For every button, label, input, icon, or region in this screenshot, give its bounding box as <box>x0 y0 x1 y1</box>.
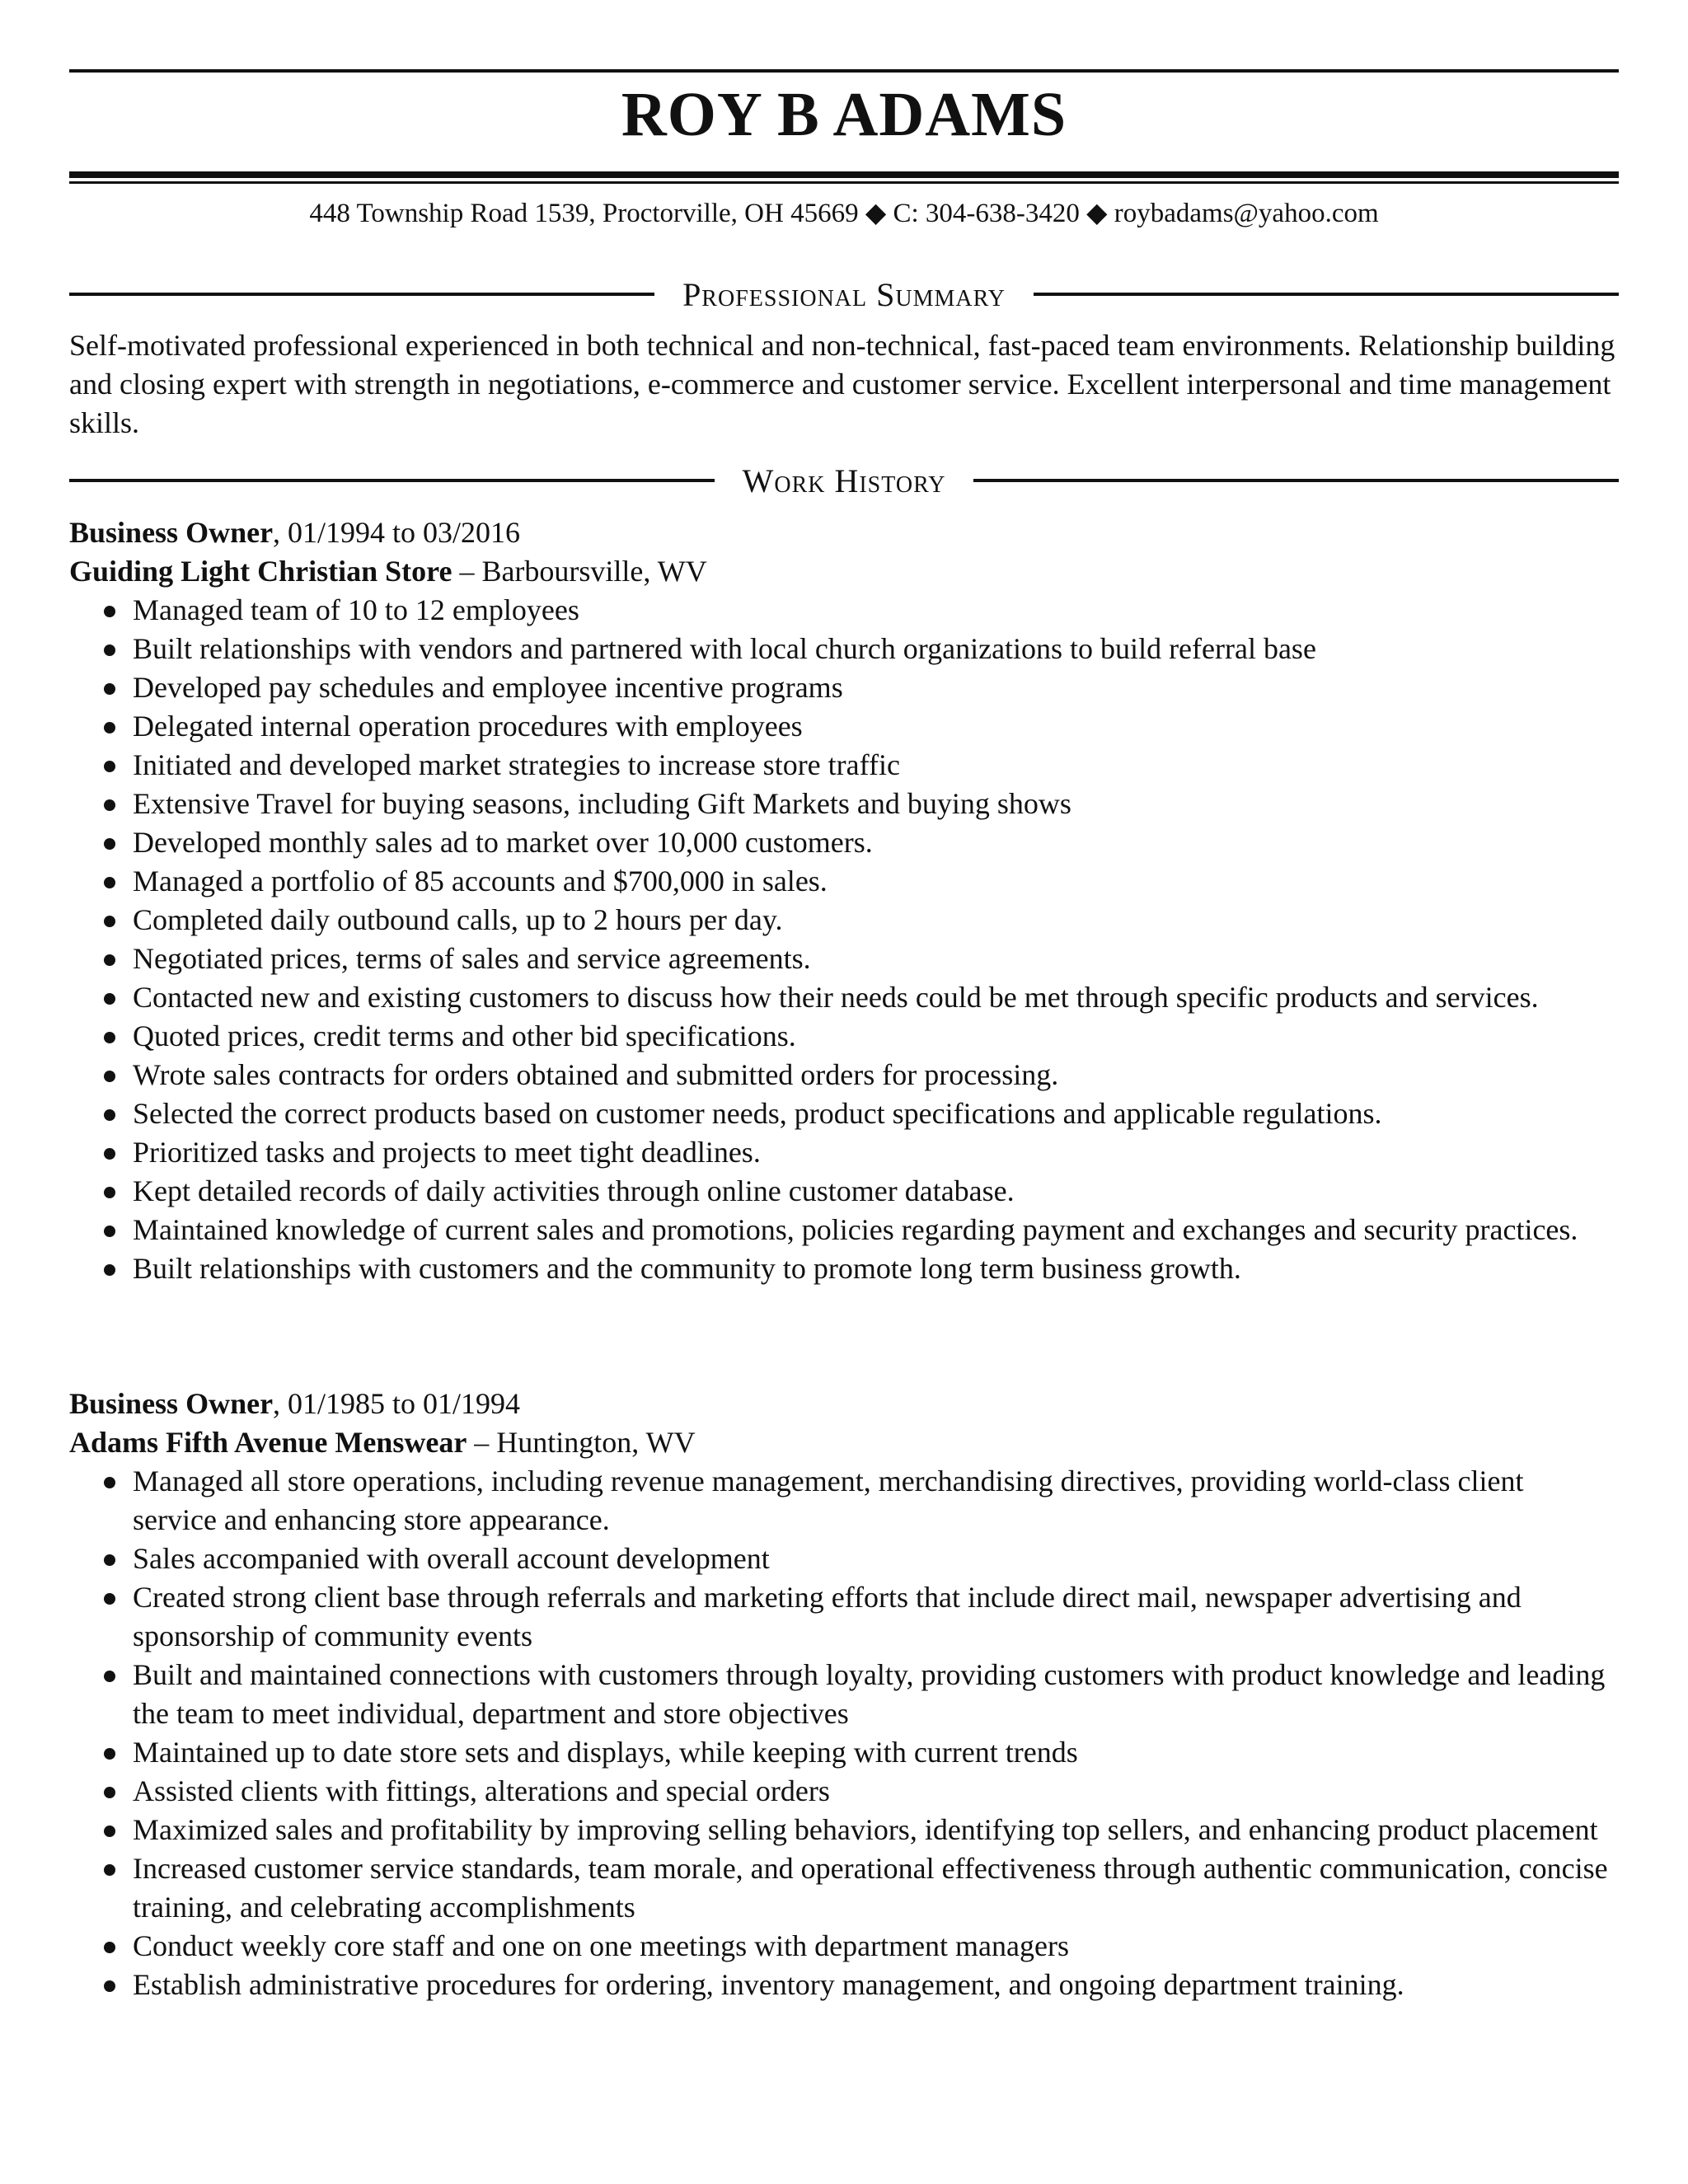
job-dates: , 01/1994 to 03/2016 <box>273 516 521 549</box>
bullet-dot <box>104 1109 115 1121</box>
job-title-line <box>69 513 1619 552</box>
summary-header-rule-left <box>69 293 654 296</box>
bullet-dot <box>104 1942 115 1953</box>
bullet-item <box>69 746 1619 785</box>
bullet-item <box>69 668 1619 707</box>
bullet-dot <box>104 954 115 966</box>
bullet-item <box>69 940 1619 978</box>
bullet-text: Created strong client base through referrals and marketing efforts that include direct mail, newspaper advertising and sponsorship of community events <box>133 1581 1522 1652</box>
bullet-text: Assisted clients with fittings, alterations and special orders <box>133 1774 830 1807</box>
bullet-dot <box>104 1477 115 1488</box>
contact-line: 448 Township Road 1539, Proctorville, OH 45669 ◆ C: 304-638-3420 ◆ roybadams@yahoo.com <box>309 199 1379 228</box>
bullet-text: Extensive Travel for buying seasons, including Gift Markets and buying shows <box>133 787 1071 820</box>
summary-text: Self-motivated professional experienced in both technical and non-technical, fast-paced team environments. Relationship building and closing expert with strength in negotiations, e-commerce and customer service. Excellent interpersonal and time management skills. <box>69 329 1615 439</box>
bullet-item <box>69 1733 1619 1772</box>
bullet-dot <box>104 1071 115 1082</box>
bullet-dot <box>104 1226 115 1237</box>
bullet-dot <box>104 683 115 695</box>
job-entry-1 <box>69 513 1619 1288</box>
company-line <box>69 552 1619 591</box>
bullet-item <box>69 1211 1619 1249</box>
bullet-text: Establish administrative procedures for ordering, inventory management, and ongoing department training. <box>133 1968 1404 2001</box>
bullet-dot <box>104 1825 115 1837</box>
bullet-dot <box>104 799 115 811</box>
bullet-item <box>69 1462 1619 1540</box>
bullet-dot <box>104 1187 115 1198</box>
bullet-dot <box>104 1864 115 1876</box>
company-location: – Barboursville, WV <box>452 555 707 588</box>
bullet-item <box>69 1966 1619 2004</box>
bullet-text: Managed team of 10 to 12 employees <box>133 593 579 626</box>
bullet-text: Conduct weekly core staff and one on one meetings with department managers <box>133 1929 1069 1962</box>
bullet-item <box>69 630 1619 668</box>
work-history-rule-left <box>69 479 715 482</box>
bullet-text: Selected the correct products based on customer needs, product specifications and applicable regulations. <box>133 1097 1382 1130</box>
bullet-dot <box>104 1032 115 1043</box>
bullet-dot <box>104 1593 115 1605</box>
work-history-rule-right <box>973 479 1619 482</box>
top-rule <box>69 69 1619 73</box>
bullet-text: Delegated internal operation procedures with employees <box>133 710 803 743</box>
bullet-item <box>69 1772 1619 1811</box>
bullet-dot <box>104 644 115 656</box>
bullet-item <box>69 978 1619 1017</box>
bullet-item <box>69 1656 1619 1733</box>
bullet-text: Initiated and developed market strategies to increase store traffic <box>133 748 900 781</box>
bullet-text: Maintained knowledge of current sales and promotions, policies regarding payment and exchanges and security practices. <box>133 1213 1578 1246</box>
bullet-text: Managed all store operations, including revenue management, merchandising directives, providing world-class client service and enhancing store appearance. <box>133 1465 1524 1536</box>
bullet-item <box>69 785 1619 823</box>
bullet-dot <box>104 1671 115 1682</box>
job-title: Business Owner <box>69 516 274 549</box>
work-history-header <box>69 460 1619 501</box>
job-entry-2 <box>69 1385 1619 2004</box>
bullet-item <box>69 1133 1619 1172</box>
bullet-item <box>69 707 1619 746</box>
summary-title: Professional Summary <box>682 275 1006 313</box>
bullet-text: Completed daily outbound calls, up to 2 hours per day. <box>133 903 783 936</box>
bullet-text: Kept detailed records of daily activities through online customer database. <box>133 1174 1015 1207</box>
bullet-item <box>69 1017 1619 1056</box>
bullet-dot <box>104 916 115 927</box>
bullet-text: Wrote sales contracts for orders obtained and submitted orders for processing. <box>133 1058 1059 1091</box>
bullet-dot <box>104 1787 115 1798</box>
bullet-text: Built relationships with customers and the community to promote long term business growth. <box>133 1252 1241 1285</box>
bullet-dot <box>104 722 115 733</box>
bullet-text: Built relationships with vendors and partnered with local church organizations to build referral base <box>133 632 1316 665</box>
work-history-title: Work History <box>742 462 946 499</box>
bullet-text: Managed a portfolio of 85 accounts and $700,000 in sales. <box>133 865 828 898</box>
bullet-item <box>69 1056 1619 1094</box>
name-rule-thin <box>69 181 1619 184</box>
candidate-name: ROY B ADAMS <box>621 80 1067 149</box>
company-line <box>69 1423 1619 1462</box>
bullet-item <box>69 823 1619 862</box>
company-location: – Huntington, WV <box>467 1426 696 1459</box>
bullet-dot <box>104 761 115 772</box>
bullet-text: Contacted new and existing customers to discuss how their needs could be met through specific products and services. <box>133 981 1539 1014</box>
summary-header <box>69 274 1619 315</box>
job-title-line <box>69 1385 1619 1423</box>
company-name: Guiding Light Christian Store <box>69 555 452 588</box>
bullet-text: Sales accompanied with overall account development <box>133 1542 770 1575</box>
job-title: Business Owner <box>69 1387 274 1420</box>
bullet-item <box>69 1849 1619 1927</box>
bullet-item <box>69 1094 1619 1133</box>
name-rule-thick <box>69 171 1619 178</box>
bullet-dot <box>104 1748 115 1760</box>
bullet-text: Developed pay schedules and employee incentive programs <box>133 671 843 704</box>
bullet-dot <box>104 1554 115 1566</box>
bullet-item <box>69 862 1619 901</box>
bullet-text: Increased customer service standards, team morale, and operational effectiveness through authentic communication, concise training, and celebrating accomplishments <box>133 1852 1608 1924</box>
bullet-dot <box>104 606 115 617</box>
job-bullets <box>69 591 1619 1288</box>
bullet-text: Maintained up to date store sets and displays, while keeping with current trends <box>133 1736 1078 1769</box>
bullet-dot <box>104 1148 115 1160</box>
bullet-text: Built and maintained connections with customers through loyalty, providing customers with product knowledge and leading the team to meet individual, department and store objectives <box>133 1658 1606 1730</box>
company-name: Adams Fifth Avenue Menswear <box>69 1426 467 1459</box>
job-bullets <box>69 1462 1619 2004</box>
bullet-item <box>69 1249 1619 1288</box>
bullet-dot <box>104 838 115 850</box>
bullet-item <box>69 1927 1619 1966</box>
bullet-item <box>69 1578 1619 1656</box>
bullet-dot <box>104 1264 115 1276</box>
bullet-dot <box>104 1980 115 1992</box>
bullet-text: Maximized sales and profitability by improving selling behaviors, identifying top sellers, and enhancing product placement <box>133 1813 1598 1846</box>
summary-header-rule-right <box>1034 293 1619 296</box>
bullet-item <box>69 1811 1619 1849</box>
bullet-text: Negotiated prices, terms of sales and service agreements. <box>133 942 811 975</box>
bullet-item <box>69 591 1619 630</box>
bullet-item <box>69 1540 1619 1578</box>
bullet-dot <box>104 877 115 888</box>
bullet-dot <box>104 993 115 1005</box>
job-dates: , 01/1985 to 01/1994 <box>273 1387 521 1420</box>
bullet-text: Prioritized tasks and projects to meet tight deadlines. <box>133 1136 761 1169</box>
bullet-item <box>69 901 1619 940</box>
bullet-item <box>69 1172 1619 1211</box>
bullet-text: Developed monthly sales ad to market over 10,000 customers. <box>133 826 873 859</box>
bullet-text: Quoted prices, credit terms and other bid specifications. <box>133 1019 796 1052</box>
